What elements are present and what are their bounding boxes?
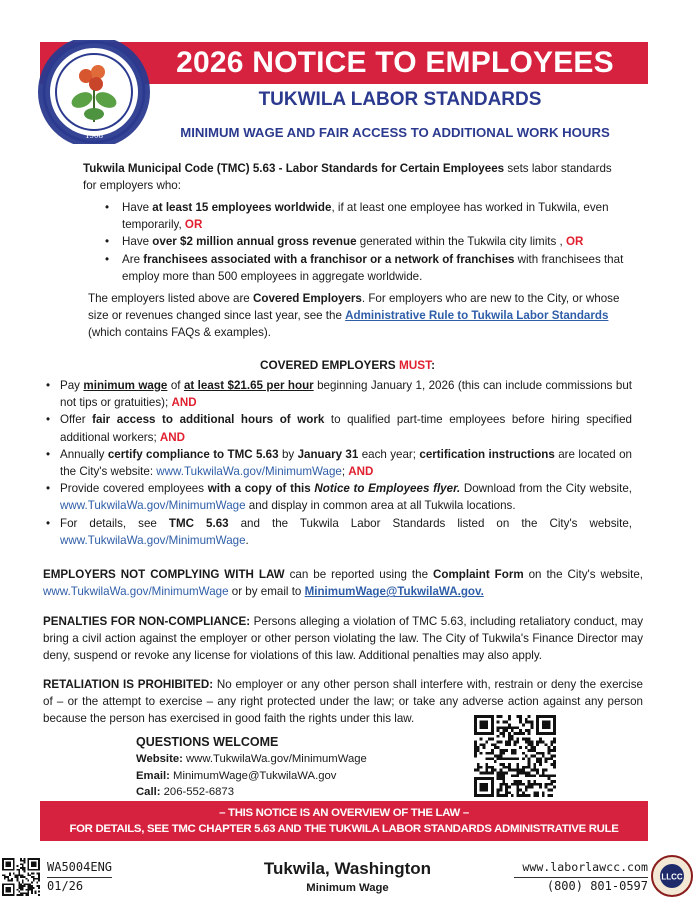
minimum-wage-link[interactable]: www.TukwilaWa.gov/MinimumWage <box>60 499 246 513</box>
banner-line-2: FOR DETAILS, SEE TMC CHAPTER 5.63 AND THE TUKWILA LABOR STANDARDS ADMINISTRATIVE RULE <box>69 823 619 835</box>
page-subtitle: TUKWILA LABOR STANDARDS <box>258 89 542 110</box>
intro-rest: sets labor standards for employers who: <box>83 162 612 193</box>
requirement-item: • For details, see TMC 5.63 and the Tukwila Labor Standards listed on the City's website, www.TukwilaWa.gov/MinimumWage. <box>42 515 632 549</box>
intro-paragraph <box>83 160 628 194</box>
footer-topic: Minimum Wage <box>306 882 389 894</box>
covered-employers-paragraph: The employers listed above are Covered Employers. For employers who are new to the City, or whose size or revenues changed since last year, see the Administrative Rule to Tukwila Labor Standards (which contains FAQs & examples). <box>88 292 620 340</box>
administrative-rule-link[interactable]: Administrative Rule to Tukwila Labor Standards <box>345 309 609 323</box>
questions-call: Call: 206-552-6873 <box>136 786 234 798</box>
requirement-item: • Offer fair access to additional hours of work to qualified part-time employees before hiring specified additional workers; AND <box>42 411 632 445</box>
intro-bold: Tukwila Municipal Code (TMC) 5.63 - Labor Standards for Certain Employees <box>83 162 505 175</box>
qr-code-icon[interactable] <box>473 715 557 797</box>
questions-website-link[interactable]: www.TukwilaWa.gov/MinimumWage <box>186 753 367 765</box>
requirements-list <box>42 377 632 549</box>
email-link[interactable]: MinimumWage@TukwilaWA.gov. <box>304 585 484 599</box>
seal-year: 1908 <box>85 130 103 140</box>
footer-city: Tukwila, Washington <box>263 859 432 878</box>
overview-banner <box>40 801 648 841</box>
llcc-logo-text: LLCC <box>661 872 683 882</box>
city-seal-icon <box>38 40 150 144</box>
criteria-item: • Have at least 15 employees worldwide, if at least one employee has worked in Tukwila, even temporarily, OR <box>100 199 630 233</box>
llcc-logo-icon <box>651 855 693 897</box>
questions-website: Website: www.TukwilaWa.gov/MinimumWage <box>136 753 367 765</box>
questions-email: Email: MinimumWage@TukwilaWA.gov <box>136 769 337 782</box>
criteria-item: • Are franchisees associated with a franchisor or a network of franchises with franchisees that employ more than 500 employees in aggregate worldwide. <box>100 251 630 285</box>
penalties-paragraph: PENALTIES FOR NON-COMPLIANCE: Persons alleging a violation of TMC 5.63, including retaliatory conduct, may bring a civil action against the employer or other person violating the law. The City of Tukwila's Finance Director may deny, suspend or revoke any license for violations of this law. Additional penalties may also apply. <box>43 615 643 663</box>
questions-email-link[interactable]: MinimumWage@TukwilaWA.gov <box>173 769 337 782</box>
form-code: WA5004ENG <box>47 860 112 878</box>
form-date: 01/26 <box>47 879 84 893</box>
requirement-item: • Pay minimum wage of at least $21.65 per hour beginning January 1, 2026 (this can include commissions but not tips or gratuities); AND <box>42 377 632 411</box>
employer-criteria-list <box>100 199 630 285</box>
banner-line-1: – THIS NOTICE IS AN OVERVIEW OF THE LAW – <box>219 807 469 819</box>
footer-qr-code-icon[interactable] <box>2 858 40 896</box>
questions-section <box>136 733 456 801</box>
footer-website-link[interactable]: www.laborlawcc.com <box>514 860 648 878</box>
minimum-wage-link[interactable]: www.TukwilaWa.gov/MinimumWage <box>43 585 229 599</box>
footer-phone: (800) 801-0597 <box>546 879 648 893</box>
minimum-wage-link[interactable]: www.TukwilaWa.gov/MinimumWage <box>156 465 342 479</box>
minimum-wage-link[interactable]: www.TukwilaWa.gov/MinimumWage <box>60 533 246 547</box>
requirement-item: • Provide covered employees with a copy of this Notice to Employees flyer. Download from the City website, www.TukwilaWa.gov/MinimumWage and display in common area at all Tukwila locations. <box>42 480 632 514</box>
must-heading: COVERED EMPLOYERS MUST: <box>259 358 436 372</box>
page-subheading: MINIMUM WAGE AND FAIR ACCESS TO ADDITIONAL WORK HOURS <box>180 125 610 140</box>
criteria-item: • Have over $2 million annual gross revenue generated within the Tukwila city limits , OR <box>100 233 630 250</box>
not-complying-paragraph: EMPLOYERS NOT COMPLYING WITH LAW can be reported using the Complaint Form on the City's website, www.TukwilaWa.gov/MinimumWage or by email to MinimumWage@TukwilaWA.gov. <box>43 568 644 599</box>
requirement-item: • Annually certify compliance to TMC 5.63 by January 31 each year; certification instructions are located on the City's website: www.TukwilaWa.gov/MinimumWage; AND <box>42 446 632 480</box>
questions-heading: QUESTIONS WELCOME <box>136 735 279 749</box>
retaliation-paragraph: RETALIATION IS PROHIBITED: No employer or any other person shall interfere with, restrain or deny the exercise of – or the attempt to exercise – any right protected under the law; or take any adverse action against any person because the person has exercised in good faith the rights under this law. <box>43 678 643 726</box>
page-title: 2026 NOTICE TO EMPLOYEES <box>176 46 614 79</box>
